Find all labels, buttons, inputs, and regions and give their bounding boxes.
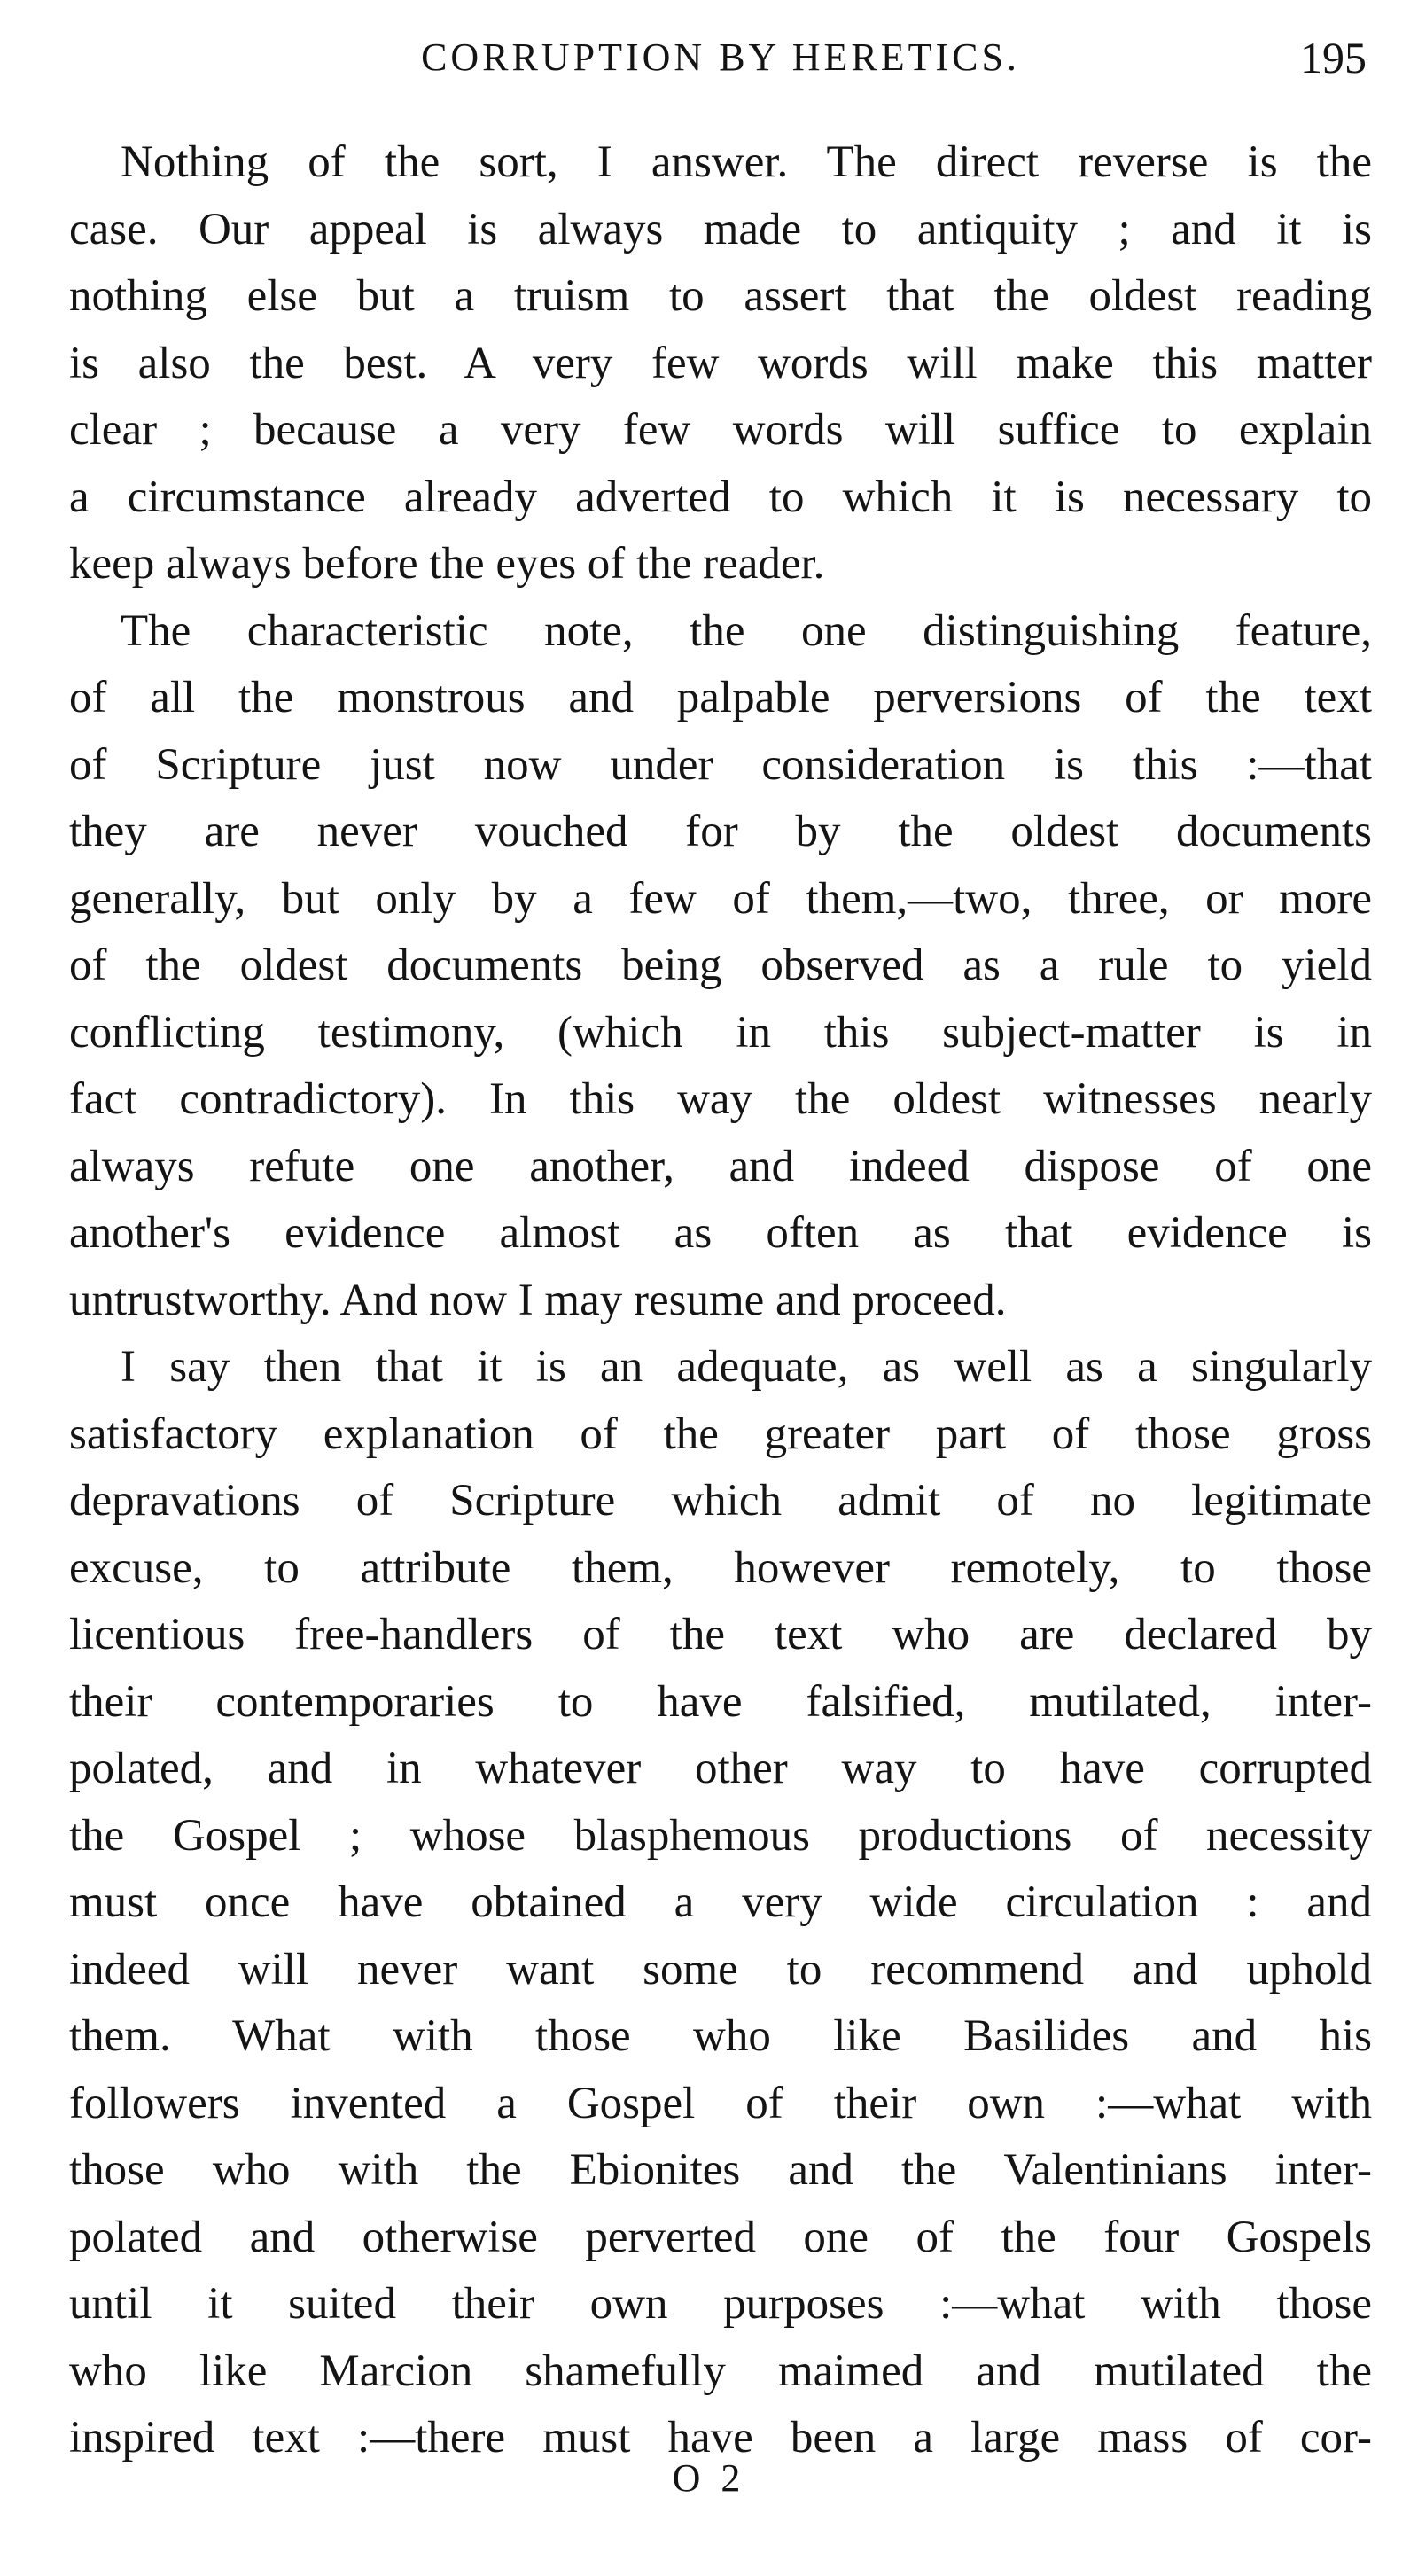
text-line: those who with the Ebionites and the Valentinians inter- [69, 2145, 1372, 2195]
text-line: of Scripture just now under consideration is this :—that [69, 739, 1372, 790]
body-text [69, 129, 1372, 2472]
text-line: always refute one another, and indeed dispose of one [69, 1141, 1372, 1191]
text-line: case. Our appeal is always made to antiquity ; and it is [69, 204, 1372, 254]
text-line: who like Marcion shamefully maimed and mutilated the [69, 2346, 1372, 2396]
paragraph-2 [69, 598, 1372, 1335]
text-line: polated, and in whatever other way to have corrupted [69, 1744, 1372, 1793]
text-line: I say then that it is an adequate, as well as a singularly [121, 1342, 1372, 1392]
text-line: conflicting testimony, (which in this subject-matter is in [69, 1007, 1372, 1058]
text-line: excuse, to attribute them, however remotely, to those [69, 1542, 1372, 1593]
text-line: until it suited their own purposes :—what with those [69, 2279, 1372, 2329]
page-number: 195 [1300, 33, 1367, 82]
text-line: licentious free-handlers of the text who are declared by [69, 1610, 1372, 1659]
text-line: they are never vouched for by the oldest documents [69, 807, 1372, 856]
text-line: is also the best. A very few words will make this matter [69, 338, 1372, 388]
text-line: satisfactory explanation of the greater part of those gross [69, 1409, 1372, 1459]
running-head [69, 27, 1372, 89]
text-line: of the oldest documents being observed as a rule to yield [69, 941, 1372, 990]
text-line: a circumstance already adverted to which it is necessary to [69, 472, 1372, 522]
text-line: them. What with those who like Basilides and his [69, 2011, 1372, 2061]
text-line: followers invented a Gospel of their own :—what with [69, 2078, 1372, 2128]
text-line: keep always before the eyes of the reader. [69, 539, 825, 589]
signature-mark: O 2 [672, 2456, 746, 2500]
text-line: fact contradictory). In this way the oldest witnesses nearly [69, 1074, 1372, 1124]
running-title: CORRUPTION BY HERETICS. [421, 35, 1020, 79]
text-line: depravations of Scripture which admit of no legitimate [69, 1476, 1372, 1526]
text-line: indeed will never want some to recommend and uphold [69, 1944, 1372, 1994]
text-line: the Gospel ; whose blasphemous productions of necessity [69, 1810, 1372, 1861]
text-line: inspired text :—there must have been a large mass of cor- [69, 2413, 1372, 2463]
text-line: must once have obtained a very wide circulation : and [69, 1877, 1372, 1927]
paragraph-1 [69, 129, 1372, 598]
text-line: another's evidence almost as often as that evidence is [69, 1208, 1372, 1258]
text-line: their contemporaries to have falsified, mutilated, inter- [69, 1676, 1372, 1727]
text-line: The characteristic note, the one distinguishing feature, [121, 605, 1372, 656]
text-line: untrustworthy. And now I may resume and proceed. [69, 1275, 1007, 1325]
paragraph-3 [69, 1334, 1372, 2472]
text-line: Nothing of the sort, I answer. The direct reverse is the [121, 137, 1372, 187]
text-line: polated and otherwise perverted one of the four Gospels [69, 2212, 1372, 2262]
text-line: generally, but only by a few of them,—two, three, or more [69, 873, 1372, 924]
text-line: clear ; because a very few words will suffice to explain [69, 405, 1372, 455]
text-line: nothing else but a truism to assert that the oldest reading [69, 271, 1372, 321]
text-line: of all the monstrous and palpable perversions of the text [69, 673, 1372, 722]
